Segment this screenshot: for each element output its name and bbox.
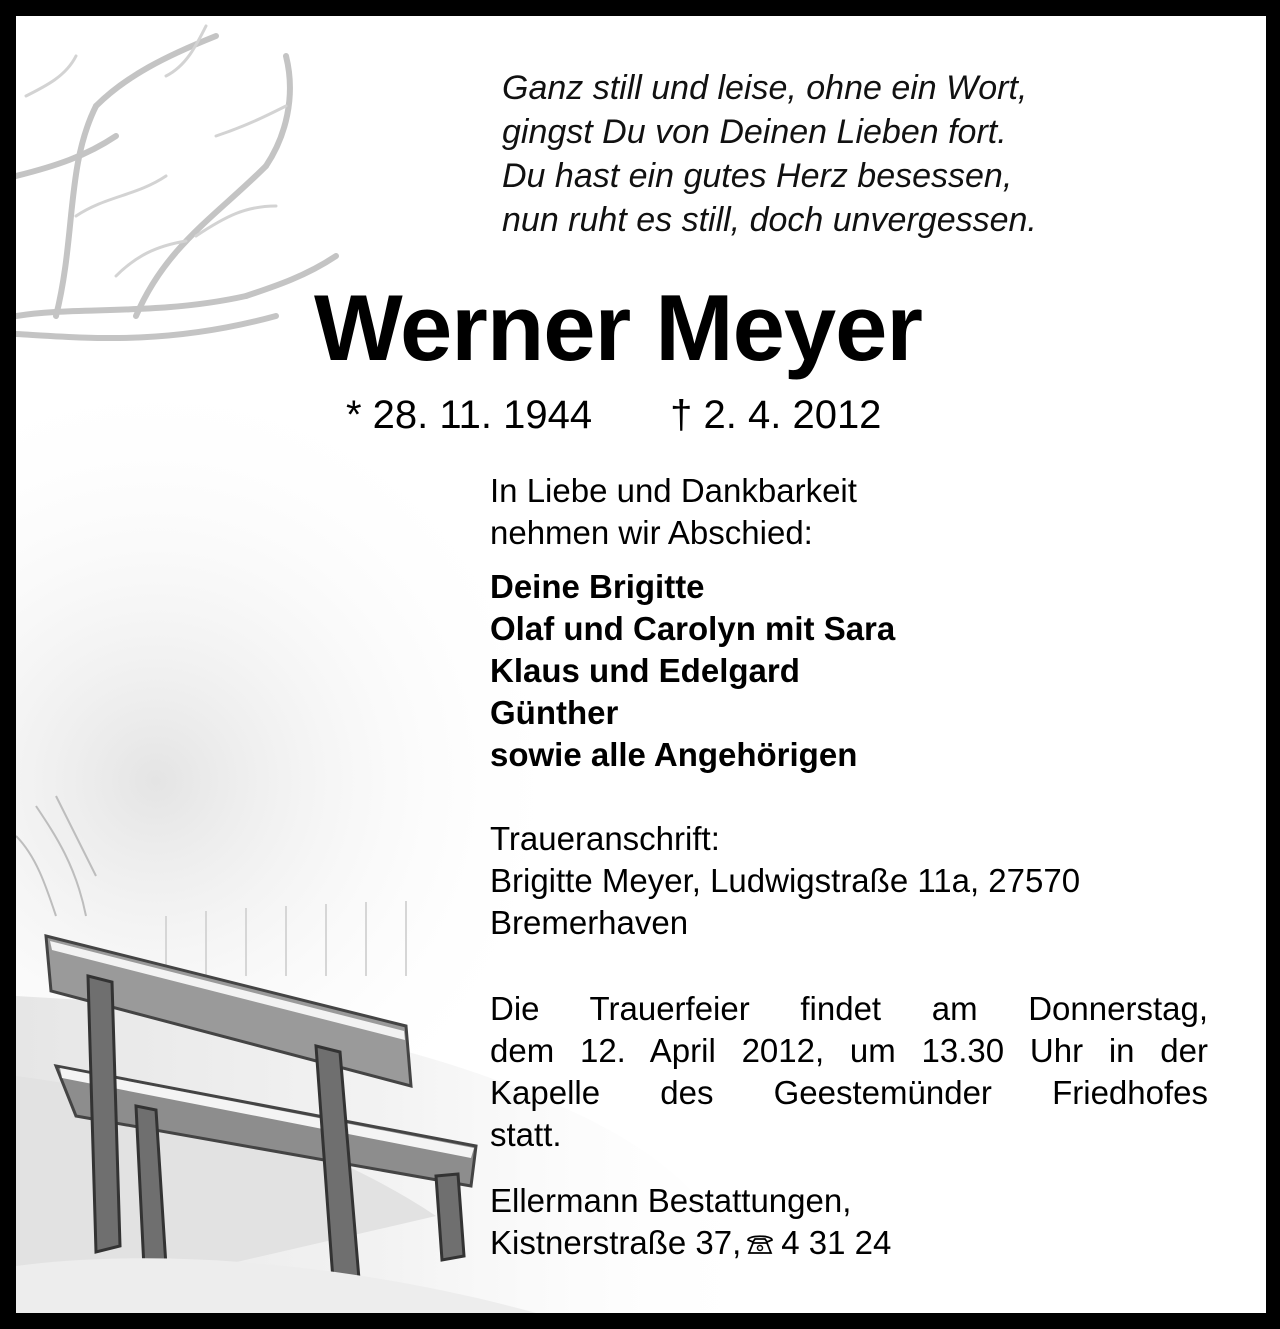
ceremony-line: dem 12. April 2012, um 13.30 Uhr in der	[490, 1032, 1208, 1069]
birth-date: * 28. 11. 1944	[346, 393, 593, 437]
death-date: † 2. 4. 2012	[670, 393, 882, 437]
ceremony-line: statt.	[490, 1116, 562, 1153]
poem-line: Ganz still und leise, ohne ein Wort,	[502, 69, 1028, 107]
ceremony-line: Die Trauerfeier findet am Donnerstag,	[490, 990, 1208, 1027]
poem-line: Du hast ein gutes Herz besessen,	[502, 157, 1013, 195]
poem-line: gingst Du von Deinen Lieben fort.	[502, 113, 1007, 151]
memorial-poem	[502, 66, 1037, 242]
mourner-name: Günther	[490, 694, 619, 731]
funeral-home	[490, 1180, 891, 1264]
intro-line: In Liebe und Dankbarkeit	[490, 472, 857, 509]
funeral-home-contact	[490, 1222, 891, 1264]
funeral-ceremony-info	[490, 988, 1208, 1156]
funeral-home-street: Kistnerstraße 37,	[490, 1224, 742, 1261]
life-dates	[346, 390, 881, 440]
deceased-name: Werner Meyer	[314, 275, 922, 380]
intro-line: nehmen wir Abschied:	[490, 514, 813, 551]
funeral-home-phone: 4 31 24	[781, 1224, 892, 1261]
address-label: Traueranschrift:	[490, 820, 720, 857]
ceremony-line: Kapelle des Geestemünder Friedhofes	[490, 1074, 1208, 1111]
mourner-name: sowie alle Angehörigen	[490, 736, 858, 773]
address-city: Bremerhaven	[490, 904, 689, 941]
telephone-icon	[745, 1232, 775, 1256]
mourners-list	[490, 566, 895, 776]
mourner-name: Deine Brigitte	[490, 568, 705, 605]
mourner-name: Olaf und Carolyn mit Sara	[490, 610, 896, 647]
mourner-name: Klaus und Edelgard	[490, 652, 800, 689]
obituary-content	[16, 16, 1266, 1313]
funeral-home-name: Ellermann Bestattungen,	[490, 1182, 852, 1219]
poem-line: nun ruht es still, doch unvergessen.	[502, 201, 1037, 239]
mourning-address	[490, 818, 1080, 944]
farewell-intro	[490, 470, 857, 554]
address-line: Brigitte Meyer, Ludwigstraße 11a, 27570	[490, 862, 1081, 899]
